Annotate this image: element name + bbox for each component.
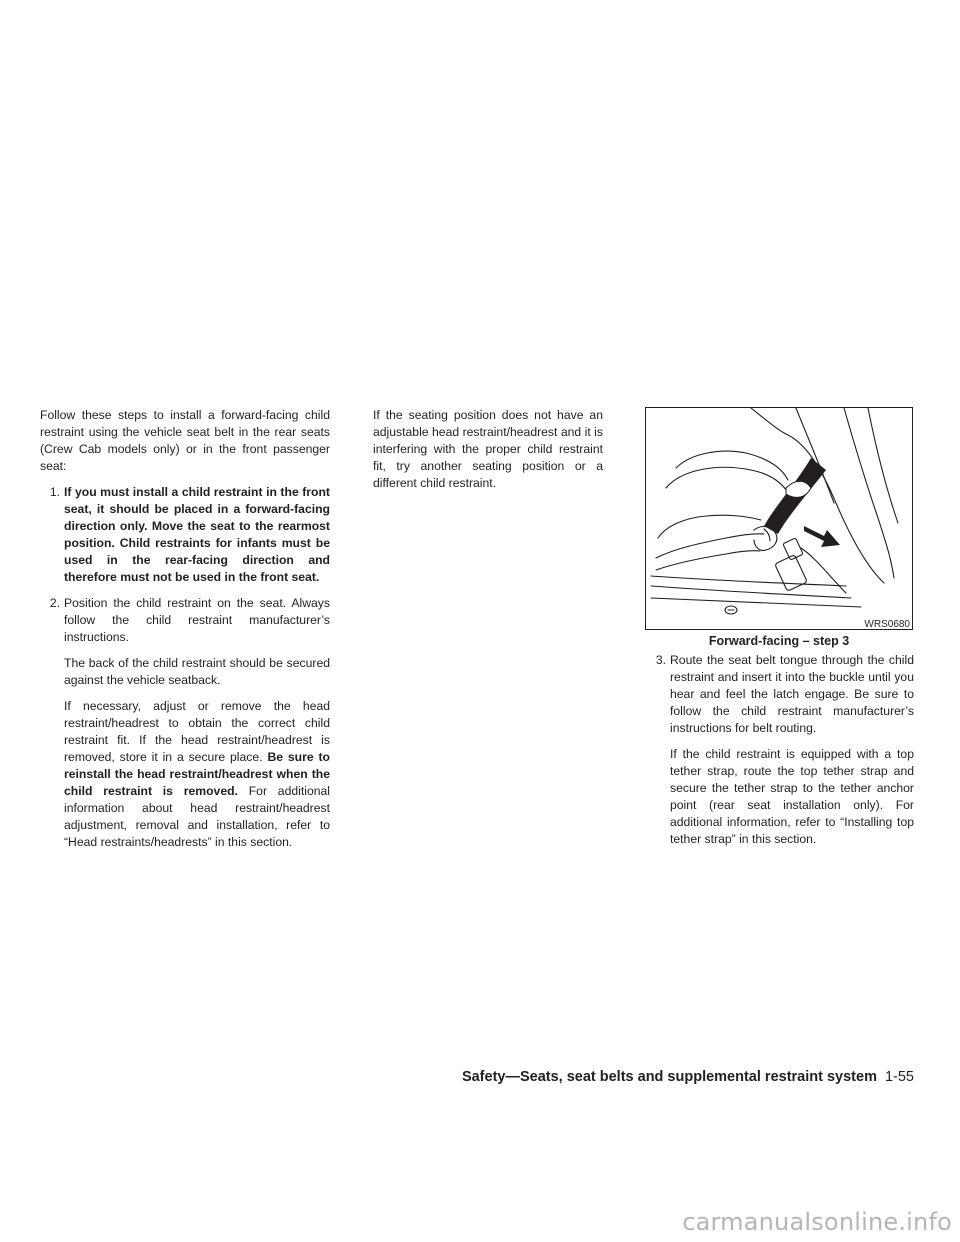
section-title: Safety—Seats, seat belts and supplemental restraint system [461,1069,877,1085]
right-column [646,652,914,857]
step-2-text: Position the child restraint on the seat. Always follow the child restraint manufacturer’s instructions. [64,596,330,644]
child-seat-drawing [646,408,913,630]
step-2-para3-text: If necessary, adjust or remove the head restraint/headrest to obtain the correct child restraint fit. If the head restraint/headrest is removed, store it in a secure place. [64,699,330,764]
step-2-para2: The back of the child restraint should be secured against the vehicle seatback. [64,656,330,687]
step-2 [40,595,330,851]
middle-column [373,407,603,501]
seat-belt-illustration [645,407,913,630]
step-3 [646,652,914,848]
left-column [40,407,330,860]
step-number: 3. [655,653,666,667]
figure-caption: Forward-facing – step 3 [708,634,850,648]
step-3-text: Route the seat belt tongue through the child restraint and insert it into the buckle until you hear and feel the latch engage. Be sure to follow the child restraint manufacturer’s instructions for belt routing. [670,653,914,735]
step-2-para3 [64,698,330,851]
step-1 [40,484,330,586]
step-number: 2. [49,596,60,610]
figure-code: WRS0680 [864,619,910,630]
page-number: 1-55 [884,1069,914,1085]
middle-paragraph: If the seating position does not have an adjustable head restraint/headrest and it is interfering with the proper child restraint fit, try another seating position or a different child restraint. [373,408,603,490]
step-number: 1. [49,485,60,499]
step-3-para2: If the child restraint is equipped with a top tether strap, route the top tether strap and secure the tether strap to the tether anchor point (rear seat installation only). For additional information, refer to “Installing top tether strap” in this section. [670,747,914,846]
intro-paragraph: Follow these steps to install a forward-facing child restraint using the vehicle seat belt in the rear seats (Crew Cab models only) or in the front passenger seat: [40,408,330,473]
step-2-para3-tail: For additional information about head restraint/headrest adjustment, removal and installation, refer to “Head restraints/headrests” in this section. [64,784,330,849]
watermark: carmanualsonline.info [682,1208,952,1236]
step-1-warning: If you must install a child restraint in the front seat, it should be placed in a forward-facing direction only. Move the seat to the rearmost position. Child restraints for infants must be used in the rear-facing direction and therefore must not be used in the front seat. [64,485,330,584]
page-footer [462,1069,914,1085]
step-2-para3-warning: Be sure to reinstall the head restraint/headrest when the child restraint is removed. [64,750,330,798]
